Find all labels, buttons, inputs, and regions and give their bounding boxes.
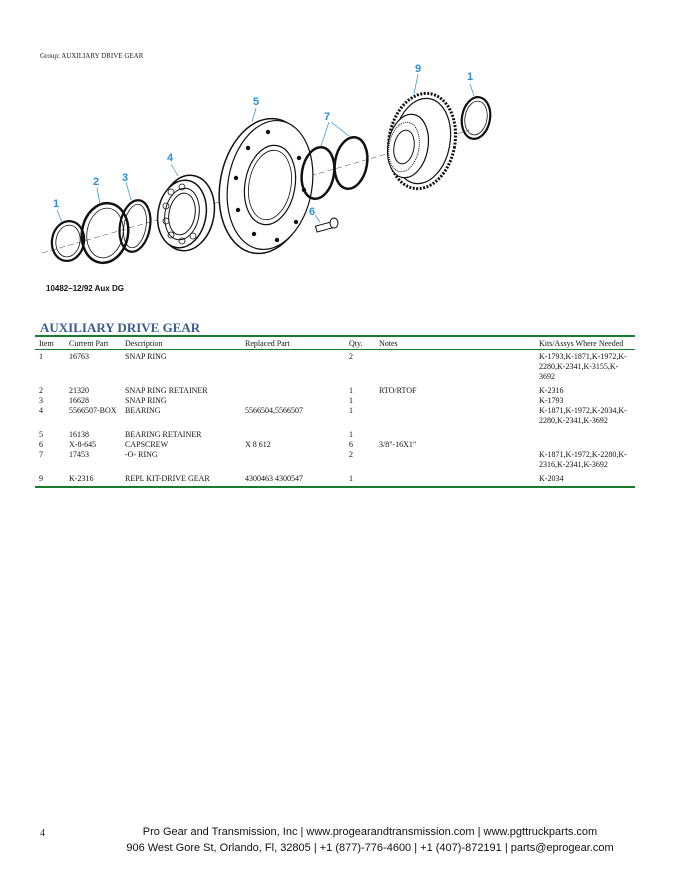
cell-current-part: X-8-645 — [69, 440, 97, 449]
cell-qty: 2 — [349, 352, 353, 361]
cell-description: SNAP RING — [125, 352, 167, 361]
cell-current-part: 16628 — [69, 396, 89, 405]
cell-kits: K-1793 — [539, 396, 564, 405]
cell-qty: 1 — [349, 474, 353, 483]
exploded-parts-diagram — [30, 58, 550, 308]
cell-qty: 1 — [349, 430, 353, 439]
cell-kits: K-1793,K-1871,K-1972,K-2280,K-2341,K-3155,K-3692 — [539, 352, 627, 381]
cell-current-part: 17453 — [69, 450, 89, 459]
cell-current-part: 16138 — [69, 430, 89, 439]
cell-notes: 3/8"-16X1" — [379, 440, 417, 449]
cell-current-part: 5566507-BOX — [69, 406, 117, 415]
cell-current-part: 21320 — [69, 386, 89, 395]
cell-description: REPL KIT-DRIVE GEAR — [125, 474, 210, 483]
header-replaced-part: Replaced Part — [241, 336, 345, 350]
cell-description: BEARING RETAINER — [125, 430, 202, 439]
callout-1-right: 1 — [467, 71, 474, 83]
page-number: 4 — [40, 828, 45, 839]
cell-item: 1 — [39, 352, 43, 361]
bearing — [152, 171, 220, 255]
header-item: Item — [35, 336, 65, 350]
cell-item: 7 — [39, 450, 43, 459]
header-current-part: Current Part — [65, 336, 121, 350]
cell-item: 9 — [39, 474, 43, 483]
callout-1-left: 1 — [53, 198, 60, 210]
cell-kits — [535, 426, 635, 440]
cell-notes — [375, 406, 535, 426]
callout-7: 7 — [324, 111, 331, 123]
header-kits: Kits/Assys Where Needed — [535, 336, 635, 350]
footer-company-line: Pro Gear and Transmission, Inc | www.progearandtransmission.com | www.pgttruckparts.com — [142, 826, 598, 838]
callout-9: 9 — [415, 63, 422, 75]
header-notes: Notes — [375, 336, 535, 350]
table-header-row — [35, 336, 635, 350]
cell-kits — [535, 440, 635, 450]
cell-qty: 1 — [349, 386, 353, 395]
footer-address-line: 906 West Gore St, Orlando, Fl, 32805 | +1 (877)-776-4600 | +1 (407)-872191 | parts@eprogear.com — [126, 842, 614, 854]
table-row — [35, 470, 635, 487]
cell-item: 5 — [39, 430, 43, 439]
cell-notes — [375, 396, 535, 406]
cell-item: 4 — [39, 406, 43, 415]
cell-replaced-part: 5566504,5566507 — [245, 406, 303, 415]
cell-replaced-part — [241, 426, 345, 440]
cell-notes — [375, 350, 535, 383]
table-row — [35, 450, 635, 470]
parts-table — [35, 335, 635, 488]
cell-kits: K-2034 — [539, 474, 564, 483]
cell-item: 3 — [39, 396, 43, 405]
cell-description: SNAP RING — [125, 396, 167, 405]
table-row — [35, 426, 635, 440]
cell-description: -O- RING — [125, 450, 158, 459]
callout-5: 5 — [253, 96, 260, 108]
callout-2: 2 — [93, 176, 100, 188]
cell-replaced-part: 4300463 4300547 — [245, 474, 303, 483]
cell-description: CAPSCREW — [125, 440, 169, 449]
callout-6: 6 — [309, 206, 316, 218]
bearing-retainer — [209, 111, 323, 261]
cell-qty: 2 — [349, 450, 353, 459]
section-title: AUXILIARY DRIVE GEAR — [40, 320, 201, 335]
cell-description: BEARING — [125, 406, 161, 415]
cell-notes — [375, 426, 535, 440]
cell-qty: 1 — [349, 396, 353, 405]
cell-kits: K-1871,K-1972,K-2280,K-2316,K-2341,K-3692 — [539, 450, 627, 469]
cell-current-part: K-2316 — [69, 474, 94, 483]
cell-item: 6 — [39, 440, 43, 449]
snap-ring — [116, 198, 155, 254]
cell-current-part: 16763 — [69, 352, 89, 361]
cell-kits: K-1871,K-1972,K-2034,K-2280,K-2341,K-3692 — [539, 406, 627, 425]
table-row — [35, 350, 635, 383]
cell-notes: RTO/RTOF — [379, 386, 417, 395]
cell-replaced-part: X 8 612 — [245, 440, 271, 449]
table-row — [35, 406, 635, 426]
cell-item: 2 — [39, 386, 43, 395]
header-description: Description — [121, 336, 241, 350]
callout-3: 3 — [122, 172, 129, 184]
cell-kits: K-2316 — [539, 386, 564, 395]
group-label: Group: AUXILIARY DRIVE GEAR — [40, 52, 144, 60]
table-row — [35, 396, 635, 406]
cell-replaced-part — [241, 450, 345, 470]
diagram-caption: 10482–12/92 Aux DG — [46, 284, 124, 293]
cell-qty: 1 — [349, 406, 353, 415]
table-row — [35, 440, 635, 450]
table-row — [35, 382, 635, 396]
drive-gear — [381, 88, 463, 194]
cell-replaced-part — [241, 396, 345, 406]
snap-ring-right — [459, 95, 494, 141]
cell-description: SNAP RING RETAINER — [125, 386, 208, 395]
callout-4: 4 — [167, 152, 174, 164]
header-qty: Qty. — [345, 336, 375, 350]
cell-qty: 6 — [349, 440, 353, 449]
cell-notes — [375, 450, 535, 470]
cell-replaced-part — [241, 382, 345, 396]
cell-replaced-part — [241, 350, 345, 383]
cell-notes — [375, 470, 535, 487]
